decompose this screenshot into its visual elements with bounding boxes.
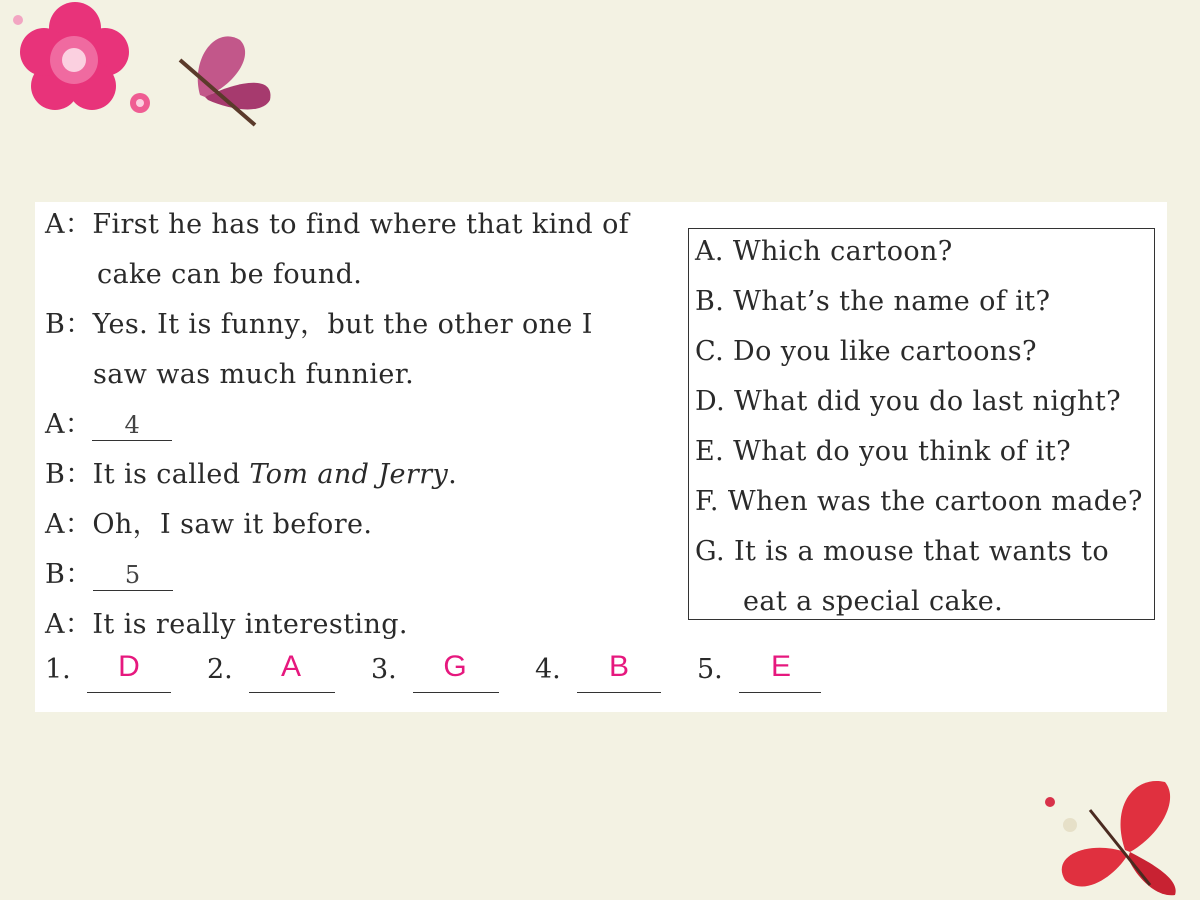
flower-icon: [20, 2, 129, 110]
answer-5-letter: E: [770, 650, 791, 683]
option-b: B. What’s the name of it?: [695, 286, 1051, 317]
option-g-continued: eat a special cake.: [743, 586, 1004, 617]
answer-1: 1. D: [45, 654, 71, 685]
dialogue-line-5: A： 4: [45, 410, 172, 441]
dialogue-line-2: cake can be found.: [97, 259, 363, 290]
answer-blank-4: 4: [92, 410, 172, 441]
answer-blank-5: 5: [93, 560, 173, 591]
answer-3-letter: G: [443, 650, 467, 683]
option-f: F. When was the cartoon made?: [695, 486, 1143, 517]
flower-butterfly-decoration: [0, 0, 300, 150]
option-d: D. What did you do last night?: [695, 386, 1121, 417]
dialogue-line-3: B：Yes. It is funny，but the other one I: [45, 309, 593, 340]
answer-4-letter: B: [608, 650, 629, 683]
option-c: C. Do you like cartoons?: [695, 336, 1037, 367]
answer-5: 5. E: [697, 654, 723, 685]
option-g: G. It is a mouse that wants to: [695, 536, 1110, 567]
option-e: E. What do you think of it?: [695, 436, 1071, 467]
dialogue-line-6: B：It is called Tom and Jerry.: [45, 459, 458, 490]
answer-3: 3. G: [371, 654, 397, 685]
dialogue-line-4: saw was much funnier.: [93, 359, 415, 390]
option-a: A. Which cartoon?: [695, 236, 953, 267]
dialogue-line-9: A：It is really interesting.: [45, 609, 408, 640]
butterfly-icon: [1030, 770, 1200, 900]
exercise-panel: [35, 202, 1167, 712]
answer-1-letter: D: [118, 650, 140, 683]
options-box: [688, 228, 1155, 620]
dialogue-line-1: A：First he has to find where that kind of: [45, 209, 630, 240]
answer-4: 4. B: [535, 654, 561, 685]
answer-2: 2. A: [207, 654, 233, 685]
dialogue-line-7: A：Oh，I saw it before.: [45, 509, 373, 540]
dialogue-line-8: B： 5: [45, 560, 173, 591]
butterfly-icon: [180, 36, 270, 125]
answer-2-letter: A: [280, 650, 301, 683]
